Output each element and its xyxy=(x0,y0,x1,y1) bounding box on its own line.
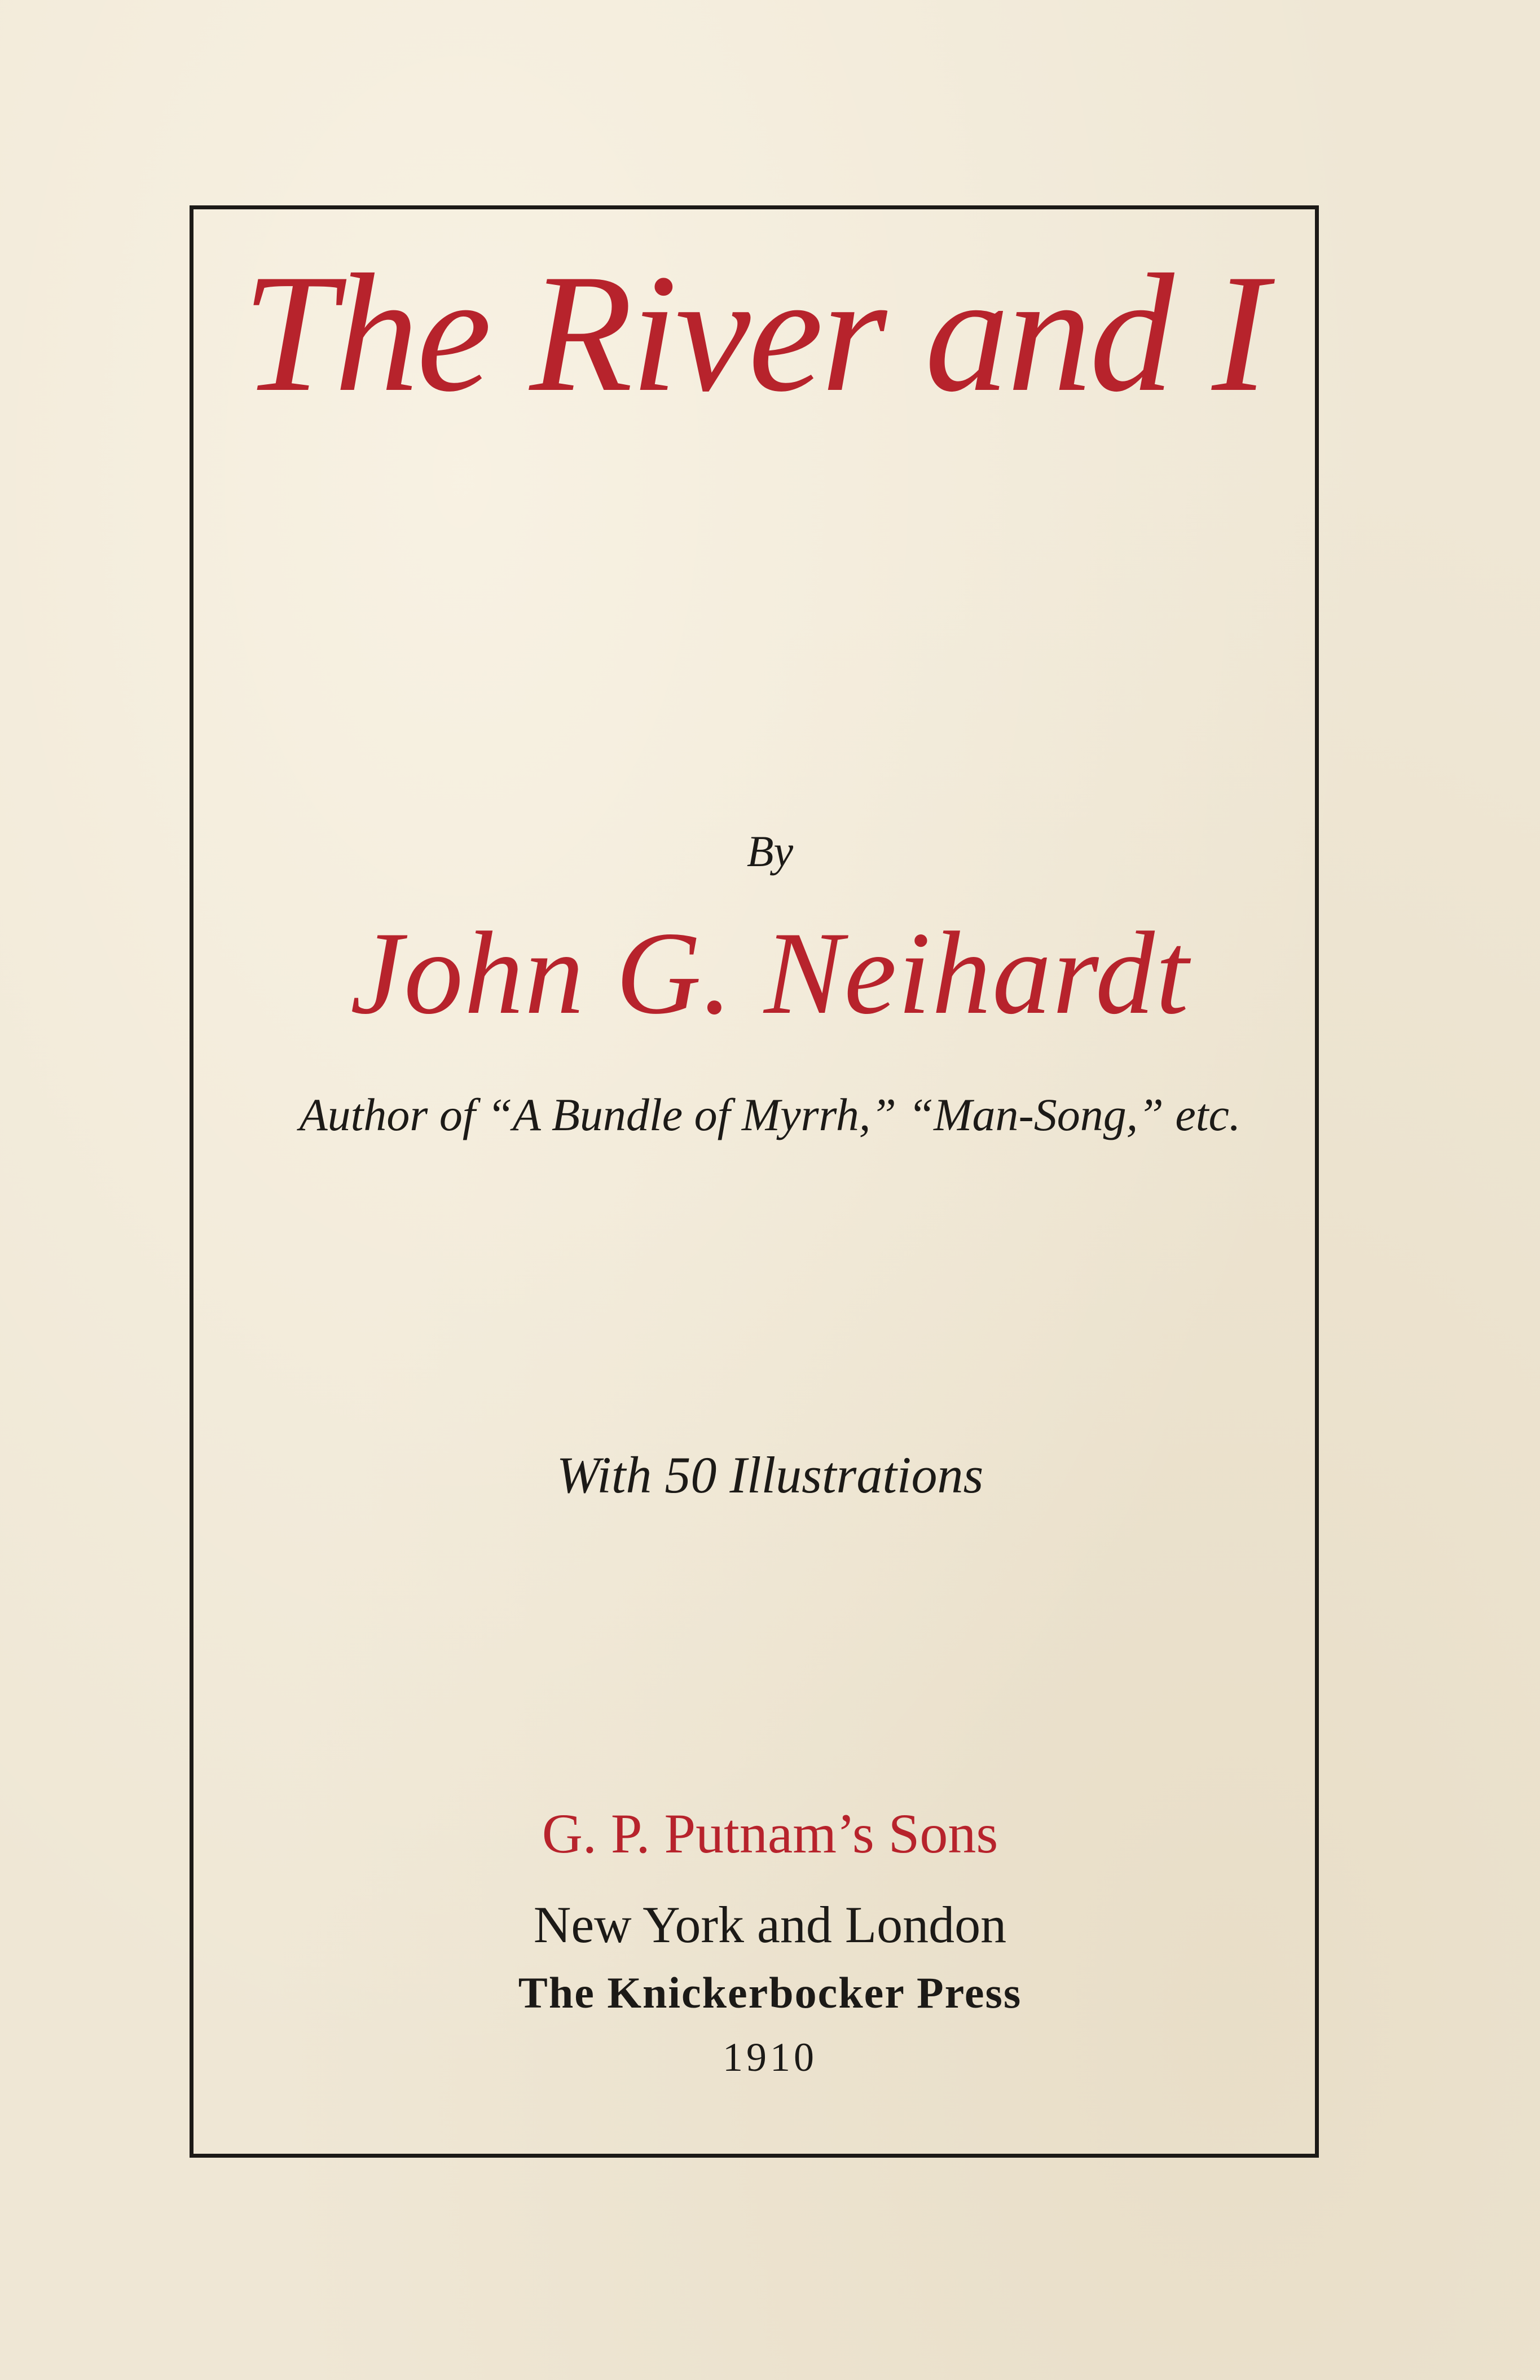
book-title: The River and I xyxy=(242,239,1266,427)
publisher-name: G. P. Putnam’s Sons xyxy=(542,1802,998,1865)
publication-year: 1910 xyxy=(723,2035,817,2080)
by-label: By xyxy=(746,827,794,876)
author-name: John G. Neihardt xyxy=(350,908,1190,1039)
illustrations-note: With 50 Illustrations xyxy=(556,1446,984,1504)
publication-place: New York and London xyxy=(533,1896,1007,1953)
author-credits: Author of “A Bundle of Myrrh,” “Man-Song,” etc. xyxy=(299,1089,1241,1140)
press-name: The Knickerbocker Press xyxy=(518,1968,1022,2017)
page-border-frame xyxy=(190,205,1319,2158)
